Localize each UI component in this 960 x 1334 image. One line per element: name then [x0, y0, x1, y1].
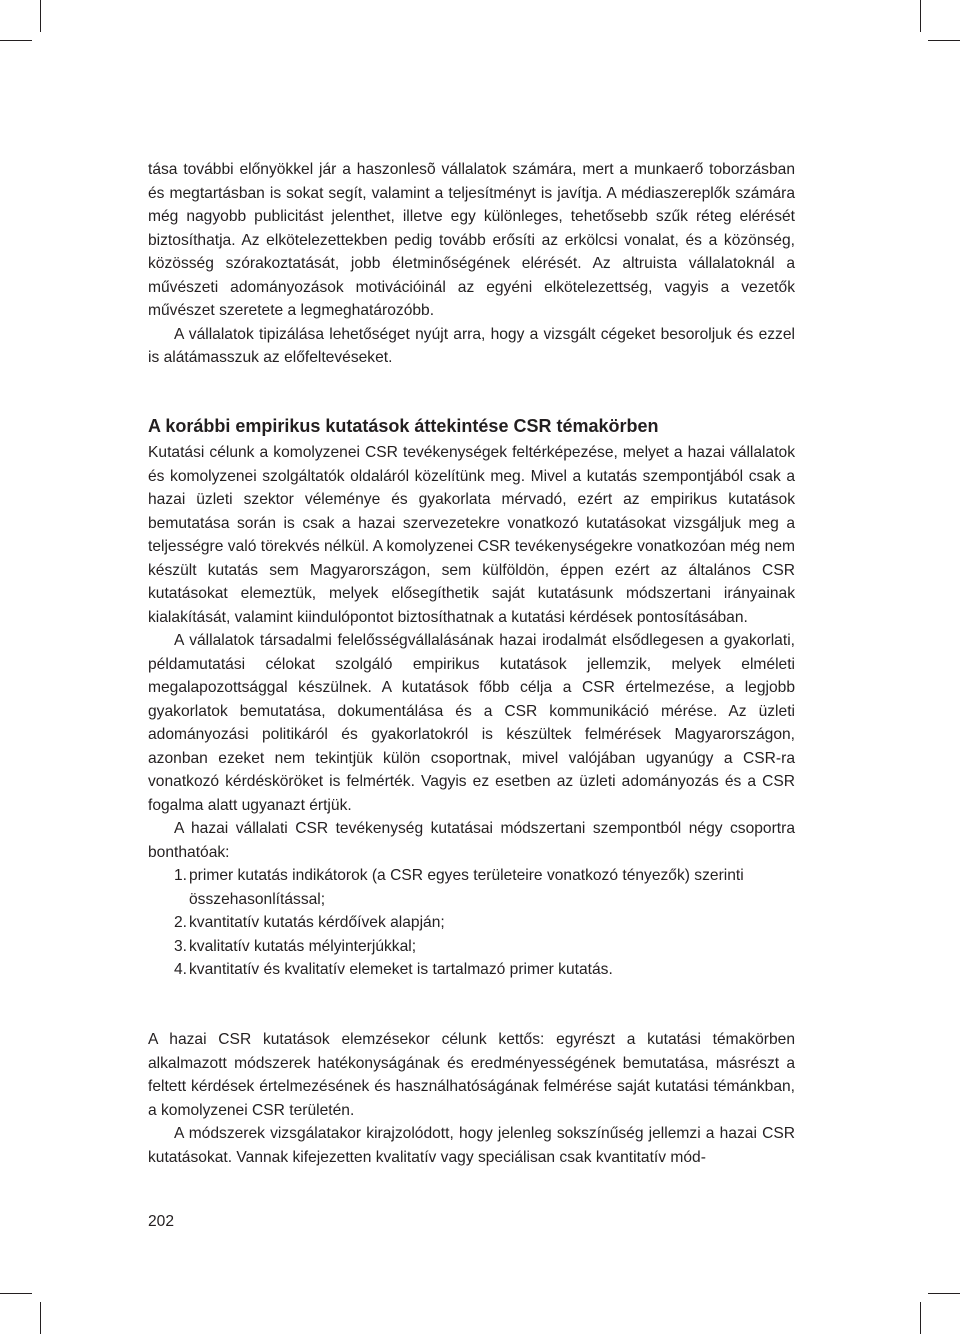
paragraph-methods-diversity: A módszerek vizsgálatakor kirajzolódott, hogy jelenleg sokszínűség jellemzi a hazai CSR kutatásokat. Vannak kifejezetten kvalitatív vagy speciálisan csak kvantitatív mód-: [148, 1125, 795, 1166]
list-item: [174, 911, 795, 935]
list-item-text: primer kutatás indikátorok (a CSR egyes területeire vonatkozó tényezők) szerinti összehasonlítással;: [189, 867, 744, 908]
list-item-number: 4.: [174, 961, 188, 978]
list-item-text: kvalitatív kutatás mélyinterjúkkal;: [189, 937, 417, 955]
paragraph-literature: A vállalatok társadalmi felelősségvállalásának hazai irodalmát elsődlegesen a gyakorlati, példamutatási célokat szolgáló empirikus kutatások jellemzik, melyek elméleti megalapozottsággal készülnek. A kutatások főbb célja a CSR értelmezése, a legjobb gyakorlatok bemutatása, dokumentálása és a CSR kommunikáció mérése. Az üzleti adományozási politikáról és gyakorlatokról is készültek felmérések Magyarországon, azonban ezeket nem tekintjük külön csoportnak, mivel valójában ugyanúgy a CSR-ra vonatkozó kérdésköröket is felmérték. Vagyis ez esetben az üzleti adományozás és a CSR fogalma alatt ugyanazt értjük.: [148, 632, 795, 814]
paragraph-analysis-goal: A hazai CSR kutatások elemzésekor célunk kettős: egyrészt a kutatási témakörben alkalmazott módszerek hatékonyságának és eredményességének bemutatása, másrészt a feltett kérdések értelmezésének és használhatóságának felmérése saját kutatási témánkban, a komolyzenei CSR területén.: [148, 1031, 795, 1119]
paragraph-research-goal: Kutatási célunk a komolyzenei CSR tevékenységek feltérképezése, melyet a hazai vállalatok és komolyzenei szolgáltatók oldaláról közelítünk meg. Mivel a kutatás szempontjából csak a hazai üzleti szektor véleménye és gyakorlata mérvadó, ezért az empirikus kutatások bemutatása során is csak a hazai szervezetekre vonatkozó kutatásokat vizsgáljuk meg a teljességre való törekvés nélkül. A komolyzenei CSR tevékenységekre vonatkozóan még nem készült kutatás sem Magyarországon, sem külföldön, éppen ezért az általános CSR kutatásokat elemeztük, melyek elősegíthetik saját kutatásunk módszertani irányainak kialakítását, valamint kiindulópontot biztosíthatnak a kutatási kérdések pontosításában.: [148, 444, 795, 626]
bottom-text-block: [148, 1028, 795, 1169]
crop-mark-right-bottom: [928, 1293, 960, 1294]
list-item-number: 1.: [174, 867, 188, 884]
crop-mark-left-bottom: [0, 1293, 32, 1294]
crop-mark-right-top: [928, 40, 960, 41]
list-item-text: kvantitatív és kvalitatív elemeket is tartalmazó primer kutatás.: [189, 961, 613, 978]
page-number: 202: [148, 1213, 175, 1230]
section-heading: A korábbi empirikus kutatások áttekintése CSR témakörben: [148, 416, 659, 436]
paragraph-typology: A vállalatok tipizálása lehetőséget nyújt arra, hogy a vizsgált cégeket besoroljuk és ezzel is alátámasszuk az előfeltevéseket.: [148, 325, 795, 366]
top-text-block: [148, 158, 795, 370]
paragraph-method-groups: A hazai vállalati CSR tevékenység kutatásai módszertani szempontból négy csoportra bonthatóak:: [148, 820, 795, 861]
crop-mark-top-left: [40, 0, 41, 32]
list-item: [174, 958, 795, 982]
crop-mark-left-top: [0, 40, 32, 41]
list-item: [174, 864, 795, 911]
paragraph-continuation: tása további előnyökkel jár a haszonlesõ vállalatok számára, mert a munkaerő toborzásban és megtartásban is sokat segít, valamint a teljesítményt is javítja. A médiaszereplők számára még nagyobb publicitást jelenthet, illetve egy különleges, tehetősebb szűk réteg elérését biztosíthatja. Az elkötelezettekben pedig tovább erősíti az erkölcsi vonalat, és a közönség, közösség szórakoztatását, jobb életminőségének elérését. Az altruista vállalatoknál a művészeti adományozások motivációinál az egyéni elkötelezettség, vagyis a vezetők művészet szeretete a legmeghatározóbb.: [148, 161, 795, 319]
list-item-number: 2.: [174, 914, 188, 931]
crop-mark-top-right: [920, 0, 921, 32]
method-list: [148, 864, 795, 982]
crop-mark-bottom-right: [920, 1302, 921, 1334]
list-item: [174, 935, 795, 959]
list-item-text: kvantitatív kutatás kérdőívek alapján;: [189, 914, 445, 931]
crop-mark-bottom-left: [40, 1302, 41, 1334]
mid-text-block: [148, 441, 795, 982]
list-item-number: 3.: [174, 937, 188, 955]
